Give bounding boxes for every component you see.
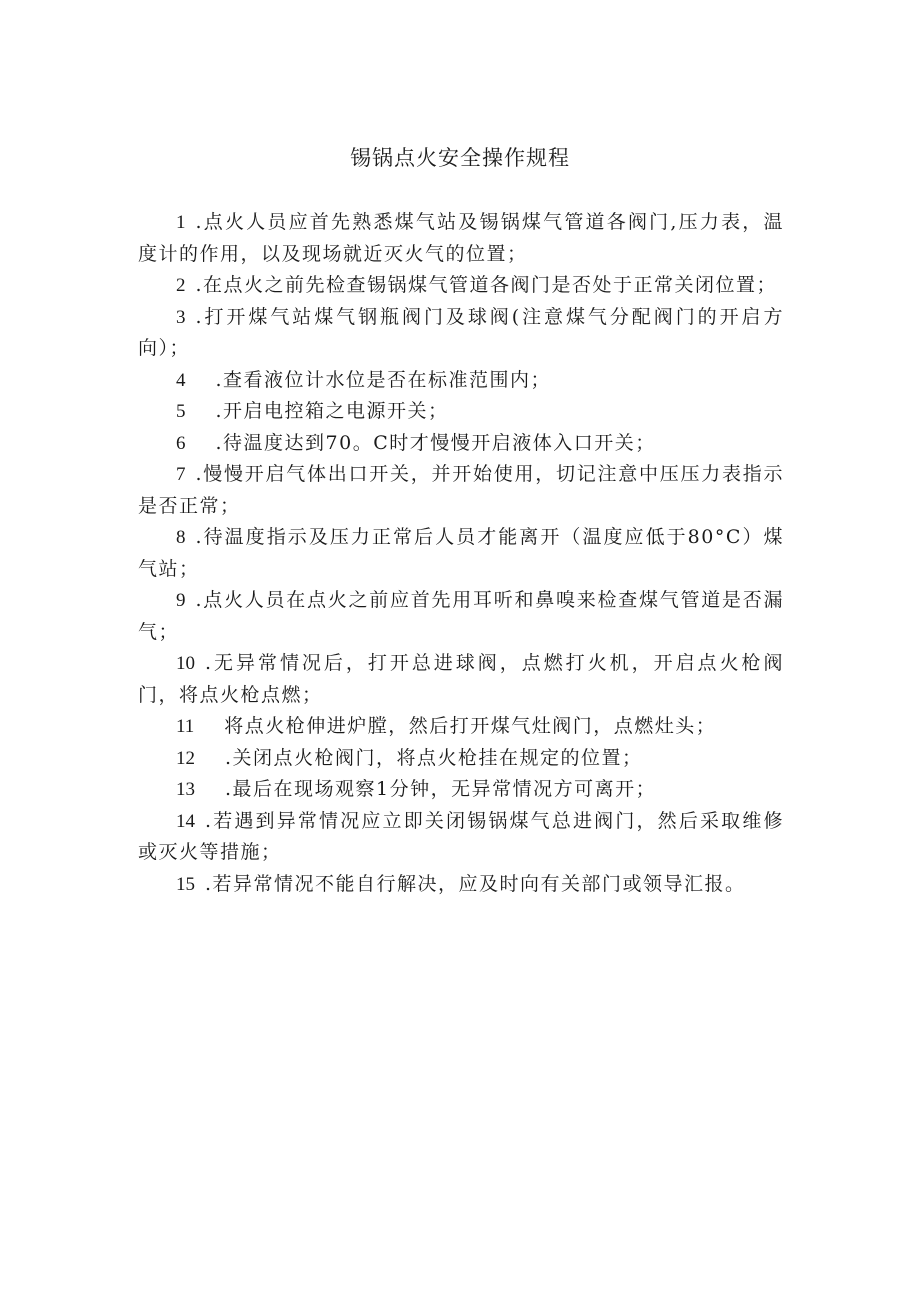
list-item bbox=[138, 365, 784, 397]
item-text: .待温度达到70。C时才慢慢开启液体入口开关； bbox=[215, 431, 656, 454]
item-number: 13 bbox=[176, 779, 195, 800]
item-number: 9 bbox=[176, 590, 186, 611]
list-item bbox=[138, 207, 784, 270]
item-text: .慢慢开启气体出口开关，并开始使用，切记注意中压压力表指示是否正常； bbox=[138, 463, 784, 517]
item-number: 8 bbox=[176, 527, 186, 548]
item-text: .查看液位计水位是否在标准范围内； bbox=[215, 368, 552, 391]
document-title: 锡锅点火安全操作规程 bbox=[350, 146, 570, 170]
list-item bbox=[138, 774, 784, 806]
item-number: 11 bbox=[176, 716, 195, 737]
list-item bbox=[138, 711, 784, 743]
item-text: .若异常情况不能自行解决，应及时向有关部门或领导汇报。 bbox=[205, 872, 746, 895]
procedure-list bbox=[138, 207, 784, 900]
item-text: .开启电控箱之电源开关； bbox=[215, 400, 449, 422]
item-text: .若遇到异常情况应立即关闭锡锅煤气总进阀门，然后采取维修或灭火等措施； bbox=[138, 809, 784, 863]
item-text: .打开煤气站煤气钢瓶阀门及球阀(注意煤气分配阀门的开启方向）； bbox=[138, 305, 784, 359]
list-item bbox=[138, 302, 784, 365]
list-item bbox=[138, 806, 784, 869]
item-number: 3 bbox=[176, 306, 186, 328]
item-text: .点火人员在点火之前应首先用耳听和鼻嗅来检查煤气管道是否漏气； bbox=[138, 589, 784, 643]
item-number: 6 bbox=[176, 432, 186, 454]
item-number: 1 bbox=[176, 212, 186, 233]
list-item bbox=[138, 648, 784, 711]
item-number: 10 bbox=[176, 653, 195, 674]
item-number: 15 bbox=[176, 873, 195, 895]
list-item bbox=[138, 270, 784, 302]
list-item bbox=[138, 428, 784, 460]
item-text: .在点火之前先检查锡锅煤气管道各阀门是否处于正常关闭位置； bbox=[195, 274, 778, 296]
list-item bbox=[138, 585, 784, 648]
item-text: .点火人员应首先熟悉煤气站及锡锅煤气管道各阀门,压力表，温度计的作用，以及现场就近灭火气的位置； bbox=[138, 211, 784, 265]
list-item bbox=[138, 869, 784, 901]
item-number: 12 bbox=[176, 747, 195, 769]
item-text: .无异常情况后，打开总进球阀，点燃打火机，开启点火枪阀门，将点火枪点燃； bbox=[138, 652, 784, 706]
list-item bbox=[138, 459, 784, 522]
item-text: .待温度指示及压力正常后人员才能离开（温度应低于80°C）煤气站； bbox=[138, 526, 784, 580]
item-text: .最后在现场观察1分钟，无异常情况方可离开； bbox=[225, 778, 657, 800]
list-item bbox=[138, 743, 784, 775]
item-number: 7 bbox=[176, 464, 186, 485]
item-number: 14 bbox=[176, 810, 195, 832]
item-number: 5 bbox=[176, 401, 186, 422]
list-item bbox=[138, 396, 784, 428]
item-text: .关闭点火枪阀门，将点火枪挂在规定的位置； bbox=[225, 746, 643, 769]
item-text: 将点火枪伸进炉膛，然后打开煤气灶阀门，点燃灶头； bbox=[224, 715, 717, 737]
item-number: 4 bbox=[176, 369, 186, 391]
list-item bbox=[138, 522, 784, 585]
item-number: 2 bbox=[176, 275, 186, 296]
